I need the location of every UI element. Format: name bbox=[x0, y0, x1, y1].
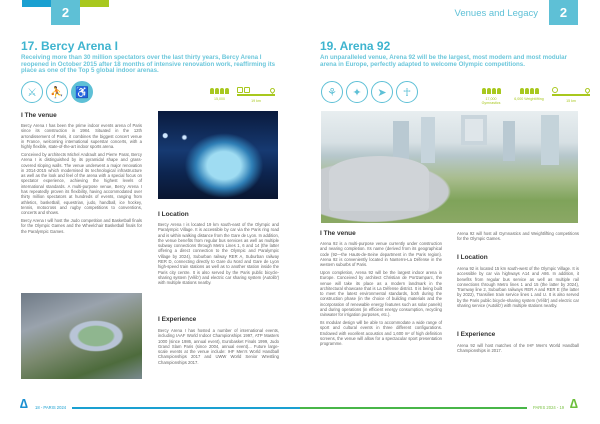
experience-text: Arena 92 will host matches of the IHF Men's World Handball Championships in 2017. bbox=[457, 343, 579, 354]
venue-heading: I The venue bbox=[320, 230, 356, 237]
distance-icon bbox=[237, 84, 275, 96]
header-blue-block bbox=[22, 0, 52, 7]
page-subtitle: Receiving more than 30 million spectators over the last thirty years, Bercy Arena I reopened in October 2015 after 18 months of intensive renovation work, reaffirming its place as one of the Top 5 global indoor arenas. bbox=[21, 54, 276, 75]
experience-heading: I Experience bbox=[158, 316, 197, 323]
seats-icon bbox=[520, 84, 539, 94]
sport-icons bbox=[21, 81, 93, 103]
capacity-gymnastics-label: 17,000 Gymnastics bbox=[481, 97, 501, 105]
venue-text: Bercy Arena I has been the prime indoor events arena of Paris since its construction in 1984. Situated in the 12th arrondissement of Paris, it combines the biggest concert venue in France, welcoming international superstar concerts, with a highly flexible, state-of-the-art indoor sports arena. Conceived by architects Michel Andrault and Pierre Parat, Bercy Arena I is distinguished by its pyramidal shape and grass-covered sloping walls. The venue underwent a major renovation in 2014-2015 which modernised its technological infrastructure as well as the look and feel of the arena with a special focus on spectator experience, achieving the highest levels of international standards. A multi-purpose venue, Bercy Arena I has repeatedly proven its flexibility, having accommodated over thirty million spectators at hundreds of events, ranging from athletics, basketball, equestrian, judo, handball, ice hockey, tennis, motocross and rugby competitions to conventions, concerts and shows. Bercy Arena I will host the Judo competition and Basketball finals for the Olympic Games and the Wheelchair Basketball finals for the Paralympic Games. bbox=[21, 123, 142, 234]
distance-stat bbox=[237, 84, 275, 103]
location-heading: I Location bbox=[158, 211, 189, 218]
chapter-number-badge: 2 bbox=[549, 0, 578, 25]
capacity-weightlifting-label: 6,000 Weightlifting bbox=[514, 97, 544, 101]
venue-stats bbox=[210, 84, 275, 103]
capacity-label: 15,000 bbox=[214, 97, 225, 101]
footer-page-label: 18 - PARIS 2024 bbox=[35, 405, 67, 410]
map-pin-icon bbox=[584, 87, 591, 94]
experience-text: Bercy Arena I has hosted a number of international events, including IAAF World Indoor Championships 1997, ATP Masters 1000 (since 1986, annual event), Eurobasket Finals 1999, Judo Grand Slam Paris (since 2004, annual event)... Future large-scale events at the venue include: IHF Men's World Handball Championships 2017 and UWW World Senior Wrestling Championships 2017. bbox=[158, 328, 279, 365]
wheelchair-basketball-icon: ♿ bbox=[71, 81, 93, 103]
eiffel-tower-logo-icon: ∆ bbox=[570, 396, 578, 411]
capacity-gymnastics-stat bbox=[476, 84, 506, 105]
seats-icon bbox=[482, 84, 501, 94]
section-title: Venues and Legacy bbox=[454, 8, 538, 19]
basketball-icon: ⛹ bbox=[46, 81, 68, 103]
location-heading: I Location bbox=[457, 254, 488, 261]
distance-label: 15 km bbox=[566, 99, 576, 103]
hosting-text: Arena 92 will host all Gymnastics and Weightlifting competitions for the Olympic Games. bbox=[457, 231, 579, 242]
footer-line bbox=[300, 407, 527, 409]
weightlifting-icon: ☥ bbox=[396, 81, 418, 103]
map-pin-icon bbox=[269, 87, 276, 94]
arena-92-rendering-photo bbox=[321, 111, 578, 223]
chapter-number-badge: 2 bbox=[51, 0, 80, 25]
venue-heading: I The venue bbox=[21, 112, 57, 119]
capacity-stat bbox=[210, 84, 229, 101]
bercy-arena-interior-photo bbox=[158, 111, 278, 199]
judo-icon: ⚔ bbox=[21, 81, 43, 103]
page-title: 17. Bercy Arena I bbox=[21, 39, 118, 53]
page-title: 19. Arena 92 bbox=[320, 39, 391, 53]
gymnastics-artistic-icon: ⚘ bbox=[321, 81, 343, 103]
distance-stat bbox=[552, 84, 590, 103]
page-subtitle: An unparalleled venue, Arena 92 will be the largest, most modern and most modular arena in Europe, perfectly adapted to welcome Olympic competitions. bbox=[320, 54, 567, 68]
bercy-arena-aerial-photo bbox=[21, 293, 142, 379]
footer-page-label: PARIS 2024 - 19 bbox=[533, 405, 565, 410]
seats-icon bbox=[210, 84, 229, 94]
gymnastics-rhythmic-icon: ➤ bbox=[371, 81, 393, 103]
experience-heading: I Experience bbox=[457, 331, 496, 338]
eiffel-tower-logo-icon: ∆ bbox=[20, 396, 28, 411]
sport-icons bbox=[321, 81, 418, 103]
gymnastics-trampoline-icon: ✦ bbox=[346, 81, 368, 103]
capacity-weightlifting-stat bbox=[514, 84, 544, 101]
venue-text: Arena 92 is a multi-purpose venue currently under construction and nearing completion. Its name (derived from its geographical code (92—the Hauts-de-Seine department in the Paris region). Arena 92 is conveniently located in Nanterre-La Défense in the western suburbs of Paris. Upon completion, Arena 92 will be the largest indoor arena in Europe. Conceived by architect Christian de Portzamparc, the venue will take its place as a modern landmark in the architectural showcase that is La Défense district. It is being built to meet the latest environmental standards, both during the construction phase (in the choice of building materials and the incorporation of renewable energy features such as solar panels) and during operations (in efficient energy consumption, recycling rainwater for irrigation purposes, etc.). Its modular design will be able to accommodate a wide range of sport and cultural events in three different configurations. Endowed with excellent acoustics and 1,600 m² of high definition screens, the venue will allow for a spectacular sport presentation programme. bbox=[320, 241, 442, 347]
location-text: Bercy Arena I is located 19 km south-east of the Olympic and Paralympic Village. It is accessible by car via the Paris ring road and is within walking distance from the Gare de Lyon. In addition, the venue benefits from regular bus services as well as multiple subway connections through Metro Lines 1, 6 and 14 (the latter offering a direct connection to the Olympic and Paralympic Village by 2024), Suburban railway RER A, Suburban railway RER D, connecting directly to Gare du Nord and Gare de Lyon high-speed train stations as well as to another station inside the Paris city centre. It is also served by the Paris public bicycle-sharing system (Vélib') and electric car sharing system (Autolib') with multiple stations nearby. bbox=[158, 222, 279, 286]
venue-stats bbox=[476, 84, 590, 105]
location-text: Arena 92 is located 15 km south-west of the Olympic Village. It is accessible by car via highways A14 and A86. In addition, it benefits from regular bus service as well as multiple rail connections through Metro lines 1 and 15 (the latter by 2024), Tramway line 2, Suburban railways RER A and RER E (the latter by 2022), Transilien train service lines L and U. It is also served by the Paris public bicycle-sharing system (Vélib') and electric car sharing service (Autolib') with multiple stations nearby. bbox=[457, 266, 579, 309]
distance-icon bbox=[552, 84, 590, 96]
footer-line bbox=[72, 407, 300, 409]
header-green-block bbox=[80, 0, 109, 7]
right-page bbox=[300, 0, 600, 424]
distance-label: 19 km bbox=[251, 99, 261, 103]
